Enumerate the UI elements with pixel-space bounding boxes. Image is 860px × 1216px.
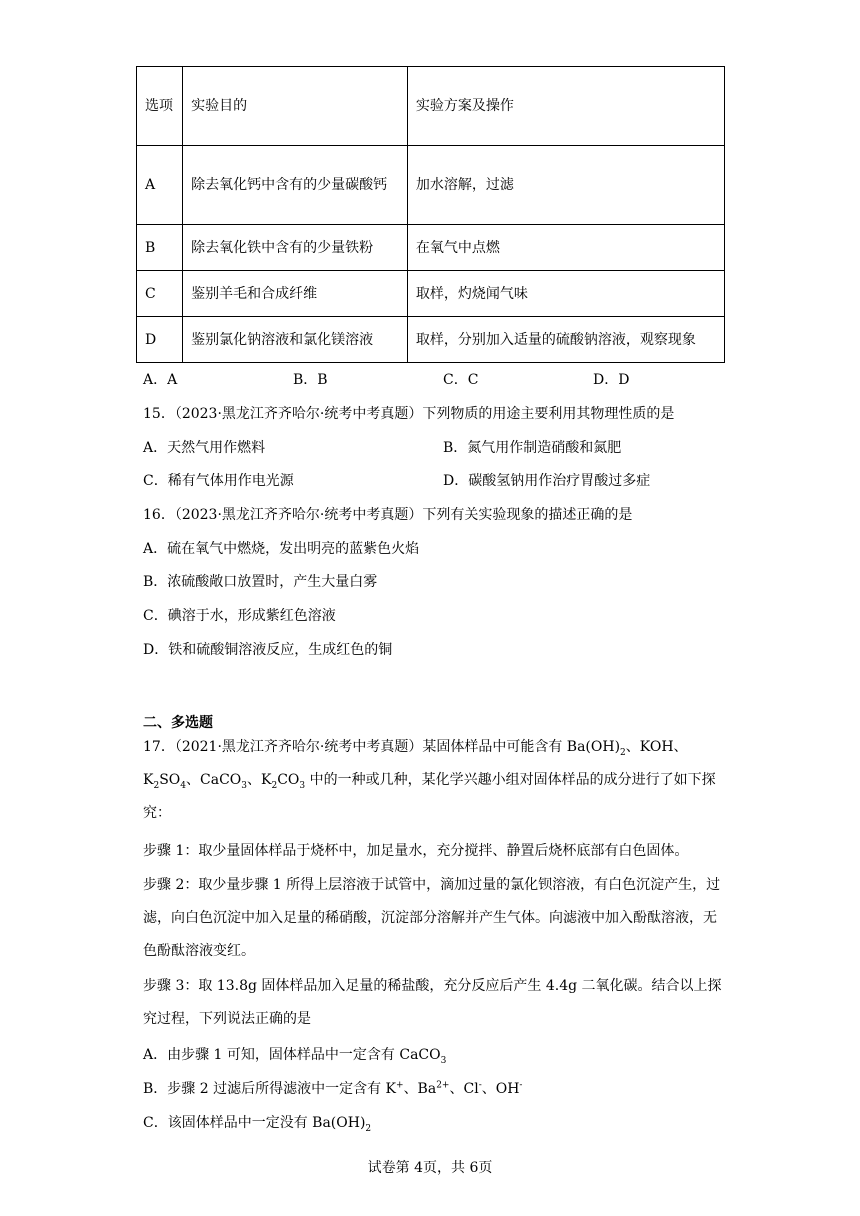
- table-cell: A: [137, 146, 183, 225]
- table-header-cell: 实验目的: [183, 67, 408, 146]
- table-cell: B: [137, 225, 183, 271]
- q16-option-a: A．硫在氧气中燃烧，发出明亮的蓝紫色火焰: [143, 541, 420, 557]
- q14-options: [143, 370, 743, 390]
- q16-option-d: D．铁和硫酸铜溶液反应，生成红色的铜: [143, 642, 393, 658]
- table-cell: 除去氧化铁中含有的少量铁粉: [183, 225, 408, 271]
- q15-option-b: B．氮气用作制造硝酸和氮肥: [443, 440, 622, 456]
- table-header-cell: 选项: [137, 67, 183, 146]
- q15-options-row2: [143, 471, 743, 491]
- q16-stem: 16．（2023·黑龙江齐齐哈尔·统考中考真题）下列有关实验现象的描述正确的是: [143, 507, 633, 523]
- table-cell: C: [137, 271, 183, 317]
- table-cell: 鉴别羊毛和合成纤维: [183, 271, 408, 317]
- page-footer: 试卷第 4页，共 6页: [367, 1160, 493, 1176]
- table-cell: 取样，灼烧闻气味: [407, 271, 724, 317]
- q17-option-b: B．步骤 2 过滤后所得滤液中一定含有 K+、$Ba^{2+}$、Cl-、OH-: [143, 1080, 523, 1097]
- q16-option-c: C．碘溶于水，形成紫红色溶液: [143, 608, 336, 624]
- q15-option-d: D．碳酸氢钠用作治疗胃酸过多症: [443, 473, 651, 489]
- q15-stem: 15．（2023·黑龙江齐齐哈尔·统考中考真题）下列物质的用途主要利用其物理性质的是: [143, 406, 675, 422]
- q17-step2: 步骤 2：取少量步骤 1 所得上层溶液于试管中，滴加过量的氯化钡溶液，有白色沉淀产生，过滤，向白色沉淀中加入足量的稀硝酸，沉淀部分溶解并产生气体。向滤液中加入酚酞溶液，无色酚酞溶液变红。: [143, 877, 721, 959]
- q17-step3: 步骤 3：取 13.8g 固体样品加入足量的稀盐酸，充分反应后产生 4.4g 二氧化碳。结合以上探究过程，下列说法正确的是: [143, 978, 722, 1027]
- q14-option-a: A．A: [143, 372, 178, 388]
- table-cell: 在氧气中点燃: [407, 225, 724, 271]
- table-cell: 加水溶解，过滤: [407, 146, 724, 225]
- q17-option-a: A．由步骤 1 可知，固体样品中一定含有 CaCO$_3$: [143, 1047, 447, 1066]
- table-cell: 取样，分别加入适量的硫酸钠溶液，观察现象: [407, 317, 724, 363]
- q14-option-b: B．B: [293, 372, 328, 388]
- table-header-row: [137, 67, 725, 146]
- q14-option-c: C．C: [443, 372, 479, 388]
- table-row: [137, 271, 725, 317]
- table-cell: 鉴别氯化钠溶液和氯化镁溶液: [183, 317, 408, 363]
- table-cell: 除去氧化钙中含有的少量碳酸钙: [183, 146, 408, 225]
- table-header-cell: 实验方案及操作: [407, 67, 724, 146]
- q15-option-a: A．天然气用作燃料: [143, 440, 266, 456]
- section-heading: 二、多选题: [143, 715, 213, 731]
- table-row: [137, 225, 725, 271]
- q14-option-d: D．D: [593, 372, 630, 388]
- q16-option-b: B．浓硫酸敞口放置时，产生大量白雾: [143, 574, 378, 590]
- experiment-table: [136, 66, 725, 363]
- table-row: [137, 146, 725, 225]
- table-cell: D: [137, 317, 183, 363]
- q15-option-c: C．稀有气体用作电光源: [143, 473, 294, 489]
- q17-option-c: C．该固体样品中一定没有 $Ba(OH)_2$: [143, 1115, 372, 1134]
- q17-step1: 步骤 1：取少量固体样品于烧杯中，加足量水，充分搅拌、静置后烧杯底部有白色固体。: [143, 843, 689, 859]
- q17-stem: 17．（2021·黑龙江齐齐哈尔·统考中考真题）某固体样品中可能含有 $Ba(OH)_2$、KOH、$K_2SO_4$、CaCO$_3$、$K_2CO_3$ 中的一种或几种，某化学兴趣小组对固体样品的成分进行了如下探究：: [143, 739, 716, 821]
- table-row: [137, 317, 725, 363]
- q15-options-row1: [143, 438, 743, 458]
